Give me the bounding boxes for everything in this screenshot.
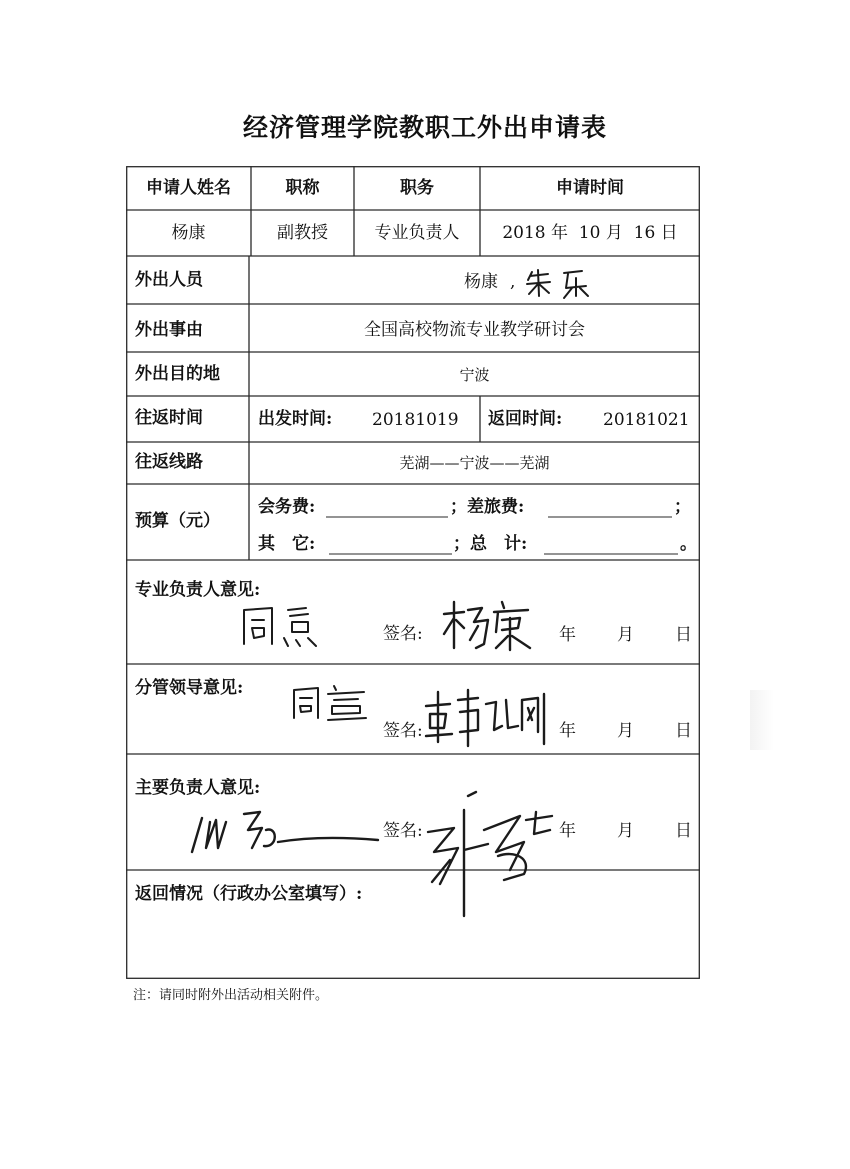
other-fee-label: 其 它: xyxy=(258,534,316,554)
year-label-3: 年 xyxy=(559,821,576,841)
major-head-opinion-label: 专业负责人意见: xyxy=(135,580,261,600)
applicant-rank: 副教授 xyxy=(277,223,328,243)
header-rank: 职称 xyxy=(285,178,320,198)
return-status-label: 返回情况（行政办公室填写）: xyxy=(135,884,363,904)
principal-opinion-label: 主要负责人意见: xyxy=(135,778,261,798)
day-label-3: 日 xyxy=(675,821,692,841)
dept-leader-opinion-label: 分管领导意见: xyxy=(135,678,244,698)
day-label-1: 日 xyxy=(675,625,692,645)
destination-label: 外出目的地 xyxy=(135,364,220,384)
application-date: 2018 年 10 月 16 日 xyxy=(502,223,678,243)
personnel-value: 杨康 xyxy=(464,272,498,292)
application-form-table xyxy=(126,166,700,979)
total-label: ；总 计: xyxy=(453,534,528,554)
month-label-3: 月 xyxy=(617,821,634,841)
budget-period: 。 xyxy=(680,534,697,554)
handwritten-agree-2 xyxy=(288,682,378,726)
reason-label: 外出事由 xyxy=(135,320,203,340)
travel-fee-label: ；差旅费: xyxy=(450,497,525,517)
sign-label-2: 签名: xyxy=(383,721,423,741)
depart-time-value: 20181019 xyxy=(372,410,459,430)
year-label-2: 年 xyxy=(559,721,576,741)
return-time-label: 返回时间: xyxy=(488,409,563,429)
handwritten-signature-1 xyxy=(438,596,538,656)
month-label-2: 月 xyxy=(617,721,634,741)
month-label-1: 月 xyxy=(617,625,634,645)
header-apply-time: 申请时间 xyxy=(556,178,624,198)
route-value: 芜湖——宁波——芜湖 xyxy=(399,454,550,472)
footnote: 注：请同时附外出活动相关附件。 xyxy=(133,988,329,1003)
budget-label: 预算（元） xyxy=(135,511,220,531)
header-position: 职务 xyxy=(400,178,434,198)
personnel-separator: , xyxy=(510,272,516,292)
round-trip-time-label: 往返时间 xyxy=(135,408,203,428)
depart-time-label: 出发时间: xyxy=(258,409,333,429)
handwritten-personnel-zhu-bing xyxy=(524,266,604,302)
return-time-value: 20181021 xyxy=(603,410,690,430)
reason-value: 全国高校物流专业教学研讨会 xyxy=(364,320,585,340)
header-applicant-name: 申请人姓名 xyxy=(146,178,231,198)
sign-label-3: 签名: xyxy=(383,821,423,841)
meeting-fee-label: 会务费: xyxy=(258,497,316,517)
day-label-2: 日 xyxy=(675,721,692,741)
handwritten-signature-3 xyxy=(424,790,556,920)
route-label: 往返线路 xyxy=(135,452,203,472)
form-title: 经济管理学院教职工外出申请表 xyxy=(242,113,607,142)
handwritten-agree-1 xyxy=(238,602,328,650)
budget-semicolon: ； xyxy=(674,497,691,517)
applicant-name: 杨康 xyxy=(171,223,206,243)
sign-label-1: 签名: xyxy=(383,624,423,644)
destination-value: 宁波 xyxy=(459,366,490,384)
handwritten-signature-2 xyxy=(422,686,552,750)
handwritten-agree-3 xyxy=(182,808,382,858)
scan-artifact xyxy=(750,690,774,750)
personnel-label: 外出人员 xyxy=(135,270,203,290)
applicant-position: 专业负责人 xyxy=(374,223,460,243)
year-label-1: 年 xyxy=(559,625,576,645)
